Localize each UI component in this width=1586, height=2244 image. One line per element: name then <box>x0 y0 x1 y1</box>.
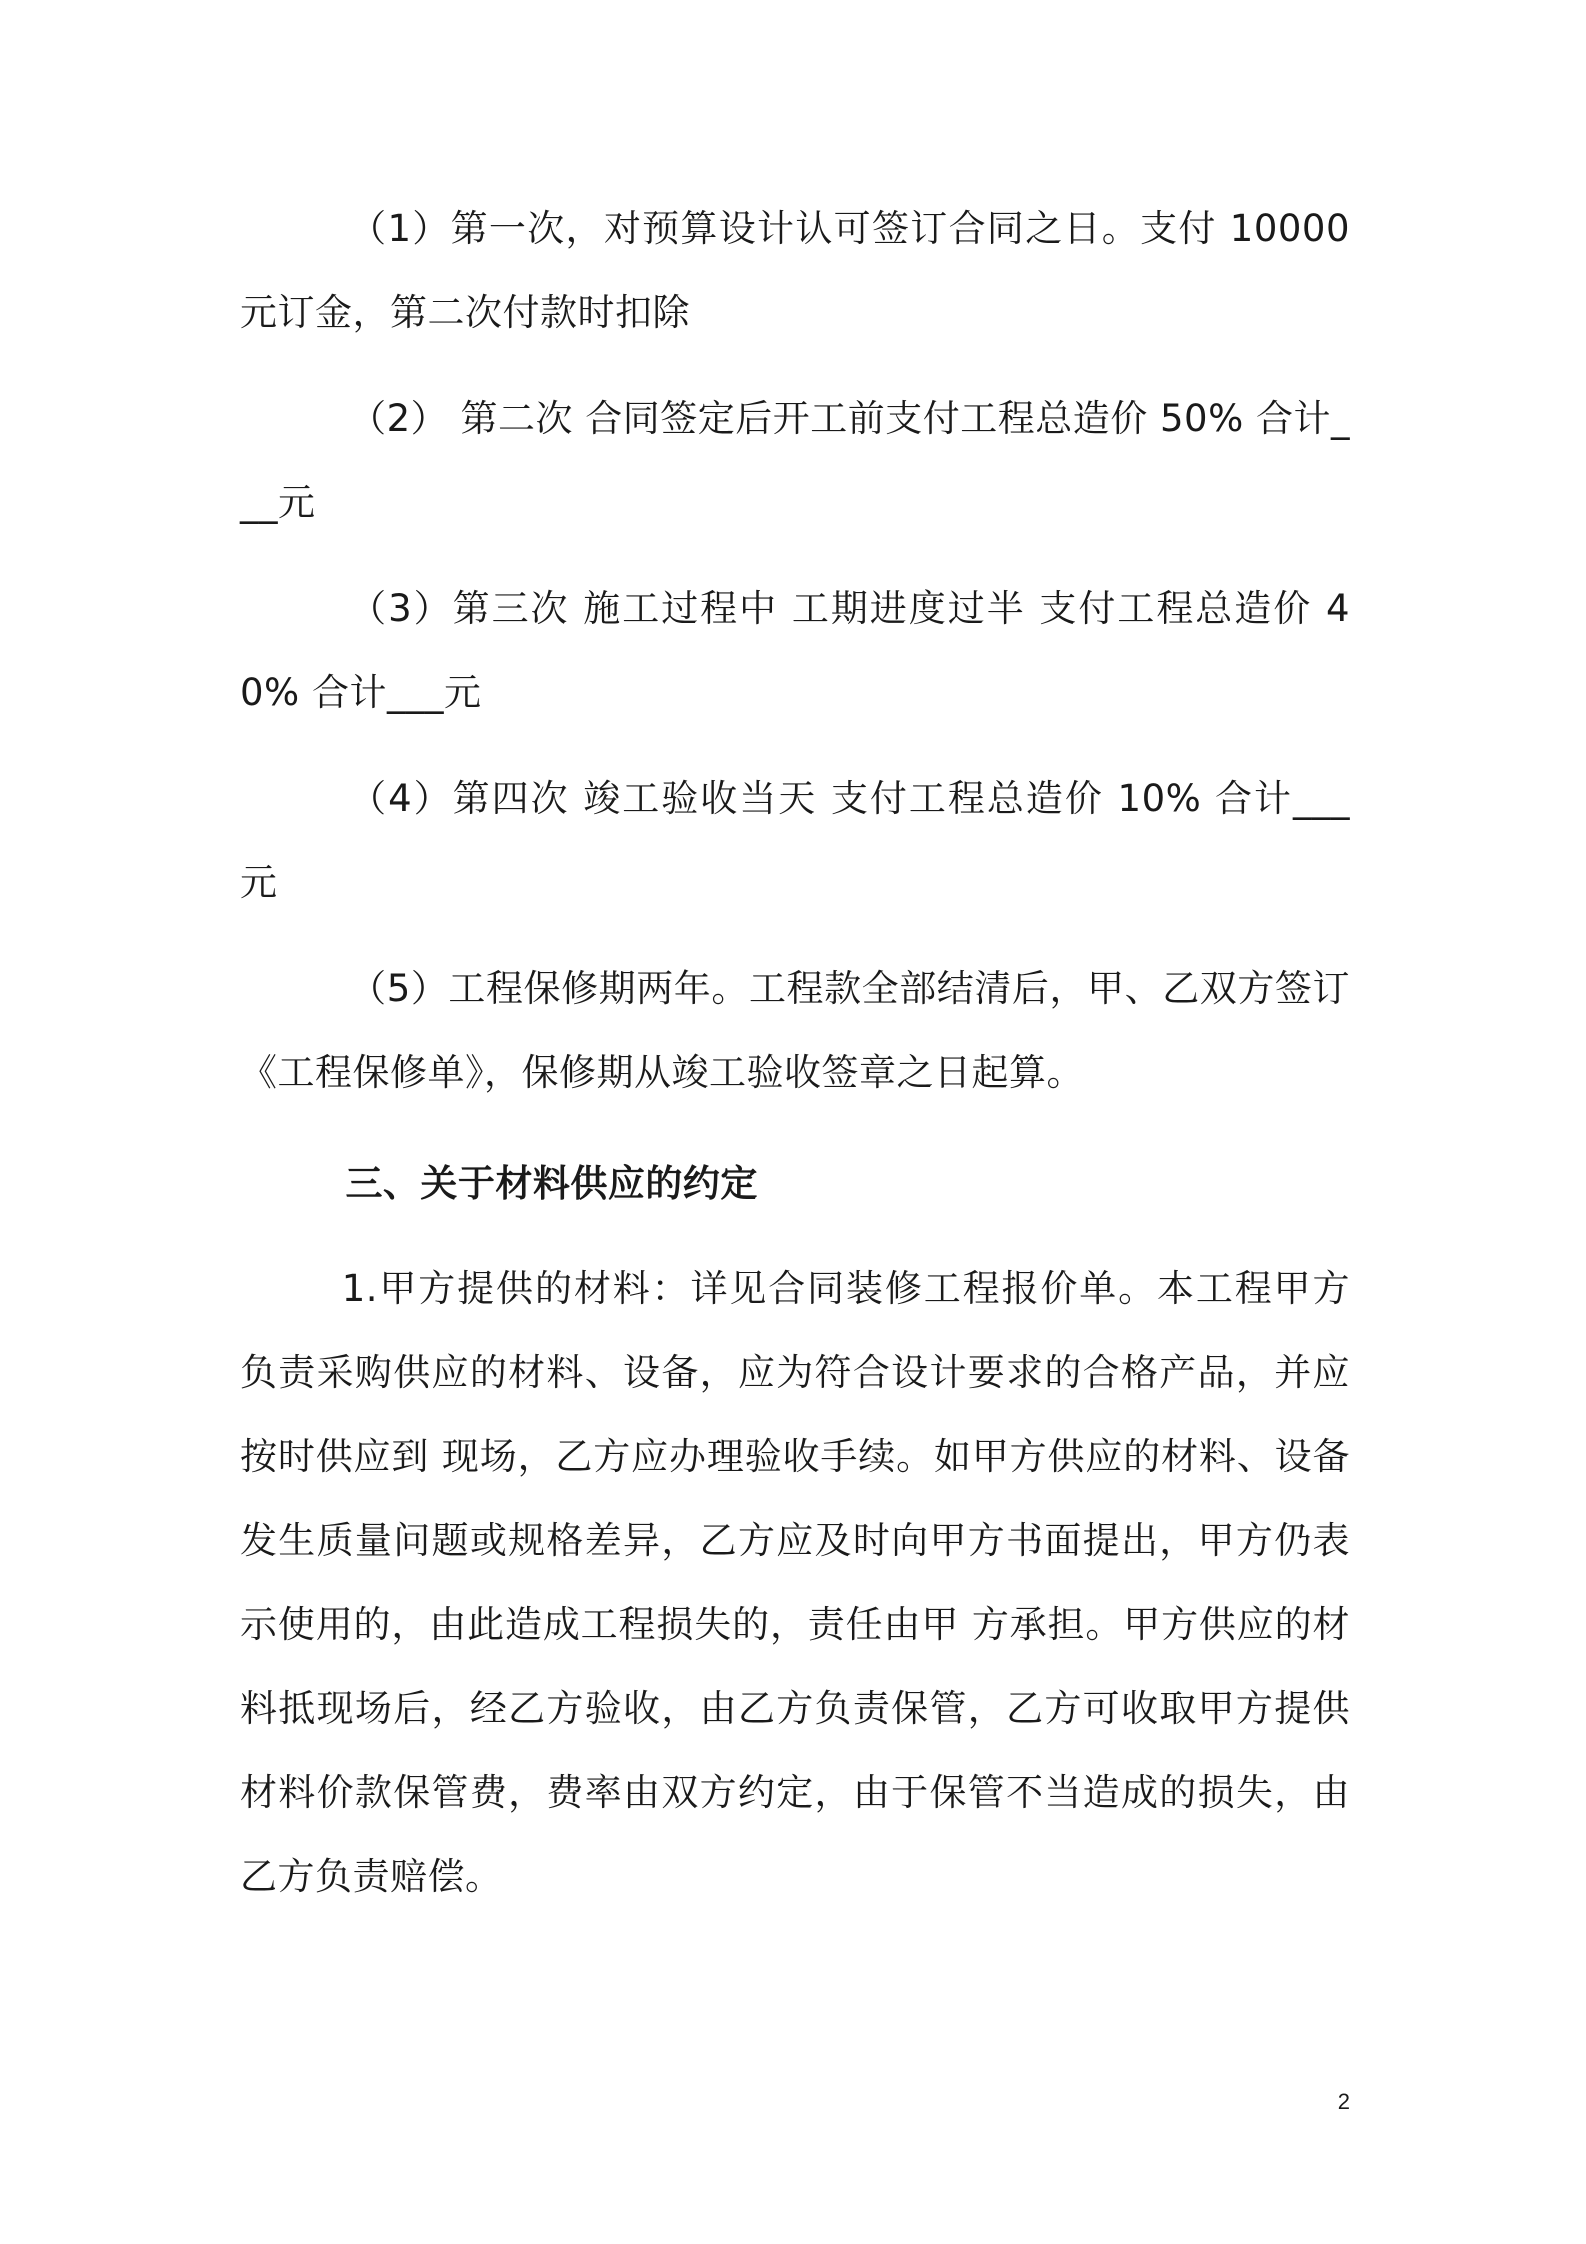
section-heading-text: 三、关于材料供应的约定 <box>345 1162 758 1205</box>
payment-item-3-text: （3）第三次 施工过程中 工期进度过半 支付工程总造价 40% 合计___元 <box>240 587 1350 714</box>
page-number: 2 <box>1337 2089 1350 2114</box>
payment-item-5 <box>240 947 1350 1115</box>
materials-clause <box>240 1247 1350 1919</box>
payment-item-5-text: （5）工程保修期两年。工程款全部结清后，甲、乙双方签订《工程保修单》，保修期从竣工验收签章之日起算。 <box>240 967 1350 1094</box>
payment-item-3 <box>240 567 1350 735</box>
section-heading <box>240 1142 1350 1226</box>
payment-item-1-text: （1）第一次，对预算设计认可签订合同之日。支付 10000 元订金，第二次付款时扣除 <box>240 207 1350 334</box>
payment-item-2 <box>240 377 1350 545</box>
payment-item-4 <box>240 757 1350 925</box>
payment-item-1 <box>240 187 1350 355</box>
payment-item-4-text: （4）第四次 竣工验收当天 支付工程总造价 10% 合计___元 <box>240 777 1350 904</box>
payment-item-2-text: （2） 第二次 合同签定后开工前支付工程总造价 50% 合计___元 <box>240 397 1350 524</box>
materials-clause-text: 1.甲方提供的材料：详见合同装修工程报价单。本工程甲方负责采购供应的材料、设备，应为符合设计要求的合格产品，并应按时供应到 现场，乙方应办理验收手续。如甲方供应的材料、设备发生质量问题或规格差异，乙方应及时向甲方书面提出，甲方仍表示使用的，由此造成工程损失的，责任由甲 方承担。甲方供应的材料抵现场后，经乙方验收，由乙方负责保管，乙方可收取甲方提供材料价款保管费，费率由双方约定，由于保管不当造成的损失，由乙方负责赔偿。 <box>240 1267 1350 1898</box>
